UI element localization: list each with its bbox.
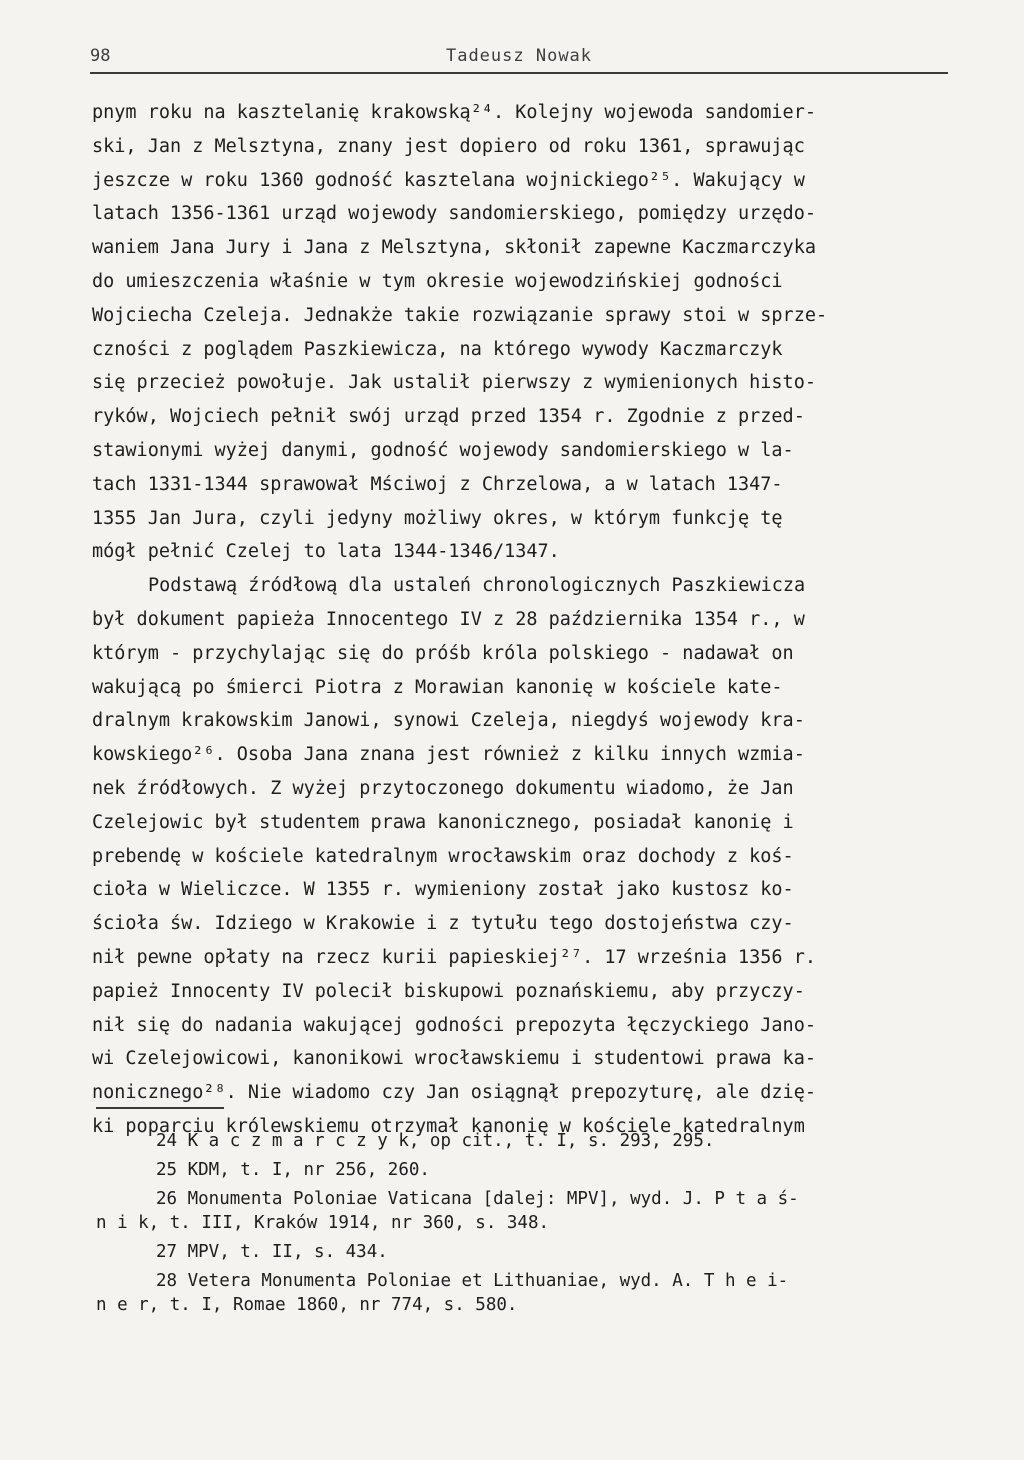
footnote-26-continuation: n i k, t. III, Kraków 1914, nr 360, s. 348.	[96, 1213, 550, 1233]
body-line: 1355 Jan Jura, czyli jedyny możliwy okres, w którym funkcję tę	[92, 507, 783, 529]
footnote-24: 24 K a c z m a r c z y k, op cit., t. I, s. 293, 295.	[156, 1131, 715, 1151]
footnotes	[96, 1124, 956, 1317]
body-line: Czelejowic był studentem prawa kanonicznego, posiadał kanonię i	[92, 811, 794, 833]
footnote-26: 26 Monumenta Poloniae Vaticana [dalej: MPV], wyd. J. P t a ś-	[156, 1189, 799, 1209]
body-line: papież Innocenty IV polecił biskupowi poznańskiemu, aby przyczy-	[92, 980, 805, 1002]
body-line: ski, Jan z Melsztyna, znany jest dopiero od roku 1361, sprawując	[92, 135, 805, 157]
body-line: wakującą po śmierci Piotra z Morawian kanonię w kościele kate-	[92, 676, 783, 698]
body-line: stawionymi wyżej danymi, godność wojewody sandomierskiego w la-	[92, 439, 794, 461]
body-line: cioła w Wieliczce. W 1355 r. wymieniony został jako kustosz ko-	[92, 879, 794, 901]
body-line: nonicznego²⁸. Nie wiadomo czy Jan osiągnął prepozyturę, ale dzię-	[92, 1082, 816, 1104]
body-line: czności z poglądem Paszkiewicza, na którego wywody Kaczmarczyk	[92, 338, 783, 360]
body-line: się przecież powołuje. Jak ustalił pierwszy z wymienionych histo-	[92, 372, 816, 394]
body-line: ryków, Wojciech pełnił swój urząd przed 1354 r. Zgodnie z przed-	[92, 406, 805, 428]
body-text	[92, 96, 954, 1144]
footnote-25: 25 KDM, t. I, nr 256, 260.	[156, 1160, 430, 1180]
body-line: jeszcze w roku 1360 godność kasztelana wojnickiego²⁵. Wakujący w	[92, 169, 805, 191]
footnote-28-continuation: n e r, t. I, Romae 1860, nr 774, s. 580.	[96, 1295, 518, 1315]
body-line: nił się do nadania wakującej godności prepozyta łęczyckiego Jano-	[92, 1014, 816, 1036]
body-line: kowskiego²⁶. Osoba Jana znana jest również z kilku innych wzmia-	[92, 744, 805, 766]
body-line: nił pewne opłaty na rzecz kurii papieskiej²⁷. 17 września 1356 r.	[92, 946, 816, 968]
footnote-28: 28 Vetera Monumenta Poloniae et Lithuaniae, wyd. A. T h e i-	[156, 1271, 789, 1291]
body-line: do umieszczenia właśnie w tym okresie wojewodzińskiej godności	[92, 270, 783, 292]
running-head: Tadeusz Nowak	[445, 46, 593, 66]
body-line: był dokument papieża Innocentego IV z 28 października 1354 r., w	[92, 608, 805, 630]
body-line: latach 1356-1361 urząd wojewody sandomierskiego, pomiędzy urzędo-	[92, 203, 816, 225]
body-line: mógł pełnić Czelej to lata 1344-1346/1347.	[92, 541, 560, 563]
footnote-separator	[96, 1107, 224, 1109]
footnote-27: 27 MPV, t. II, s. 434.	[156, 1242, 388, 1262]
body-line: którym - przychylając się do próśb króla polskiego - nadawał on	[92, 642, 794, 664]
body-line: prebendę w kościele katedralnym wrocławskim oraz dochody z koś-	[92, 845, 794, 867]
page-number: 98	[90, 46, 111, 66]
body-line: nek źródłowych. Z wyżej przytoczonego dokumentu wiadomo, że Jan	[92, 777, 794, 799]
page-header	[90, 46, 948, 74]
body-line-paragraph-start: Podstawą źródłową dla ustaleń chronologicznych Paszkiewicza	[148, 575, 806, 597]
body-line: pnym roku na kasztelanię krakowską²⁴. Kolejny wojewoda sandomier-	[92, 102, 816, 123]
body-line: tach 1331-1344 sprawował Mściwoj z Chrzelowa, a w latach 1347-	[92, 473, 783, 495]
body-line: Wojciecha Czeleja. Jednakże takie rozwiązanie sprawy stoi w sprze-	[92, 304, 828, 326]
body-line: dralnym krakowskim Janowi, synowi Czeleja, niegdyś wojewody kra-	[92, 710, 805, 732]
body-line: ki poparciu królewskiemu otrzymał kanonię w kościele katedralnym	[92, 1115, 805, 1137]
body-line: waniem Jana Jury i Jana z Melsztyna, skłonił zapewne Kaczmarczyka	[92, 237, 816, 259]
body-line: ścioła św. Idziego w Krakowie i z tytułu tego dostojeństwa czy-	[92, 913, 794, 935]
body-line: wi Czelejowicowi, kanonikowi wrocławskiemu i studentowi prawa ka-	[92, 1048, 816, 1070]
